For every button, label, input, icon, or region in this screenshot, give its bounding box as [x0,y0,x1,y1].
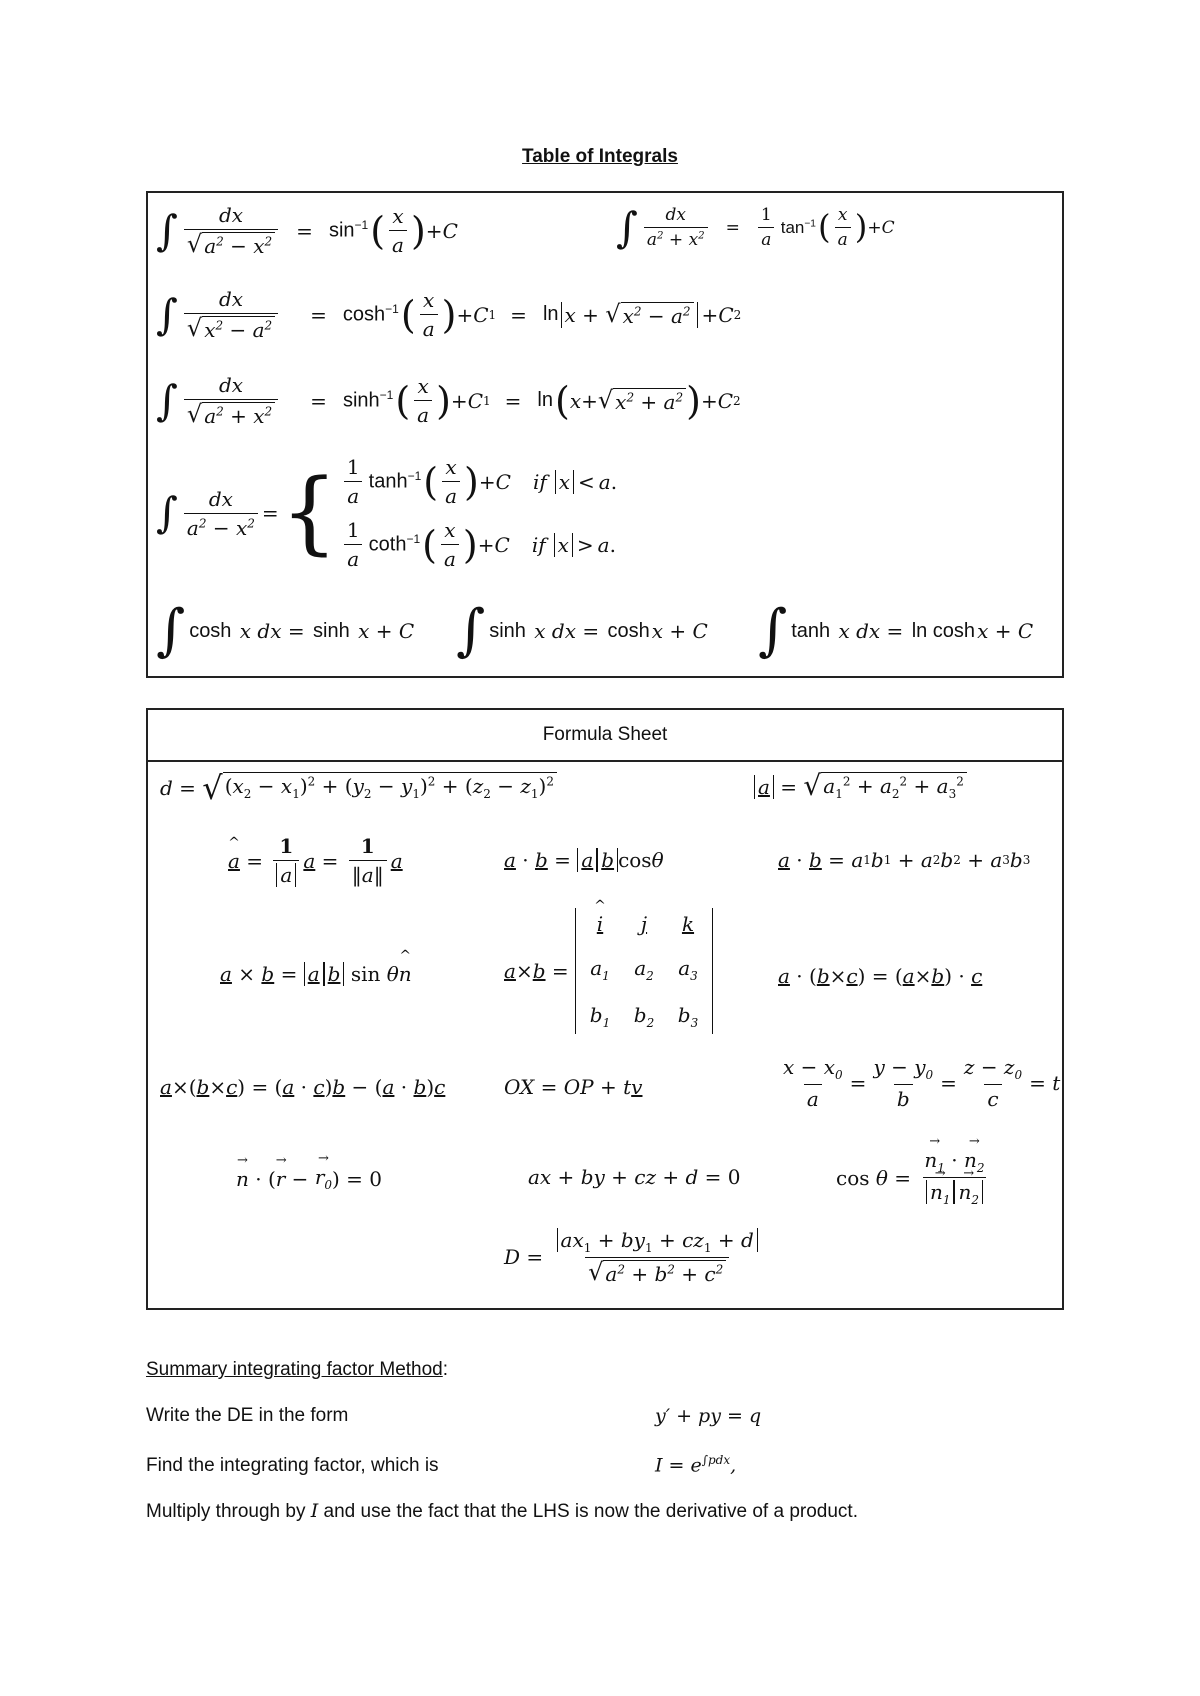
formula-cross-product-angle: a × b = a b sin θ n ^ [220,962,412,986]
formula-sheet-header: Formula Sheet [148,710,1062,762]
formula-plane-cartesian: ax + by + cz + d = 0 [528,1165,741,1189]
integral-arcsinh: ∫ dx √ $a^2 + x^2$ = $\sinh^{-1}$ ( $\frac{x}{a}$ ) + C 1 = ln ( x + √ $x^2 + a^2$ ) + C 2 [156,373,741,428]
formula-dot-product-components: a · b = a 1 b 1 + a 2 b 2 + a 3 b 3 [778,848,1031,872]
integral-arctanh-piecewise: ∫ $\frac{dx}{a^2 - x^2}$ = { $\frac{1}{a}$ $\tanh^{-1}$ ( $\frac{x}{a}$ ) + C if x < a . $\frac{1}{a}$ coth$^{-1}$ ( $\frac{x}{a}$ ) + C if x > a . [156,455,618,571]
formula-line-vector: OX = OP + t v [504,1075,643,1099]
formula-dot-product-angle: a · b = a b cos θ [504,848,664,872]
integral-tanh: ∫ tanh x dx = ln cosh x + C [758,598,1034,663]
formula-distance: d = √ $(x_2 - x_1)^2 + (y_2 - y_1)^2 + (z_2 - z_1)^2$ [160,772,557,804]
integral-cosh: ∫ cosh x dx = sinh x + C [156,598,415,663]
formula-magnitude: a = √ $a_1^2 + a_2^2 + a_3^2$ [754,772,967,801]
formula-scalar-triple-product: a · ( b × c ) = ( a × b ) · c [778,964,983,988]
formula-plane-angle: cos θ = $\frac{n_1 \to \cdot n_2 \to}{n_1 \to n_2}$ → [836,1148,992,1207]
formula-unit-vector: a ^ = $\frac{1}{a}$ a = $\frac{1}{‖a‖}$ a [228,834,403,887]
integral-arcsin: ∫ dx √ $a^2 - x^2$ = $\sin^{-1}$ ( $\frac{x}{a}$ ) + C [156,203,458,258]
page-title: Table of Integrals [522,146,678,167]
formula-vector-triple-product: a ×( b × c ) = ( a · c ) b − ( a · b ) c [160,1075,446,1099]
integrals-table [146,191,1064,678]
formula-plane-normal: n → · ( r → − $r_0$ → ) = 0 [236,1165,382,1192]
formula-line-symmetric: $\frac{x - x_0}{a}$ = $\frac{y - y_0}{b}$ = $\frac{z - z_0}{c}$ = t [783,1055,1061,1111]
formula-point-plane-distance: D = $ax_1 + by_1 + cz_1 + d$ √ $a^2 + b^2 + c^2$ [504,1228,765,1286]
integral-arctan: ∫ $\frac{dx}{a^2 + x^2}$ = $\frac{1}{a}$ $\tan^{-1}$ ( $\frac{x}{a}$ ) + C [616,202,895,252]
integral-arccosh: ∫ dx √ $x^2 - a^2$ = $\cosh^{-1}$ ( $\frac{x}{a}$ ) + C 1 = ln x + √ $x^2 - a^2$ + C 2 [156,287,742,342]
ifm-heading: Summary integrating factor Method: [146,1359,449,1380]
ifm-step1-text: Write the DE in the form [146,1405,349,1426]
integral-sinh: ∫ sinh x dx = cosh x + C [456,598,708,663]
formula-cross-product-determinant: a × b = i ^ j k $a_1$ $a_2$ $a_3$ $b_1$ $b_2$ $b_3$ [504,908,713,1034]
formula-sheet [146,708,1064,1310]
ifm-step2-text: Find the integrating factor, which is [146,1455,439,1476]
ifm-step3-text: Multiply through by I and use the fact that the LHS is now the derivative of a product. [146,1500,858,1522]
ifm-step2-math: $I = e^{\int pdx}$, [655,1453,737,1477]
ifm-step1-math: y′ + py = q [655,1405,762,1427]
